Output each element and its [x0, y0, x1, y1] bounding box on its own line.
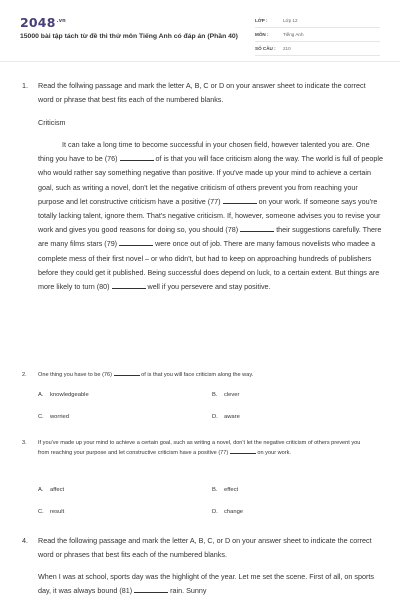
- option-a[interactable]: [38, 392, 89, 398]
- meta-row-class: [255, 14, 380, 28]
- blank-79: [119, 239, 153, 246]
- meta-row-count: [255, 42, 380, 56]
- blank-76: [120, 154, 154, 161]
- option-text: knowledgeable: [50, 392, 89, 398]
- passage-segment: of is that you will face criticism along the way. The world is full of people who would rather say something negative than positive. If you've made up your mind to achieve a certain goal, such as writing a novel, don't let the negative criticism of others prevent you from reaching your purpose and let constructive criticism have a positive (77): [38, 154, 383, 206]
- option-letter: C.: [38, 414, 44, 420]
- passage-segment: It can take a long time to become successful in your chosen field, however talented you are. One thing you have to be (76): [38, 140, 370, 164]
- question-text-part: If you've made up your mind to achieve a certain goal, such as writing a novel, don't let the negative criticism of others prevent you from reaching your purpose and let constructive criticism have a positive (77): [38, 440, 361, 456]
- meta-key: LỚP :: [255, 18, 268, 23]
- question-text-part: One thing you have to be (76): [38, 372, 113, 378]
- question-instruction: Read the following passage and mark the letter A, B, C, or D on your answer sheet to indicate the correct word or phrases that best fits each of the numbered blanks.: [38, 536, 372, 560]
- meta-row-subject: [255, 28, 380, 42]
- question-text-part: on your work.: [257, 450, 291, 456]
- blank-81: [134, 586, 168, 593]
- option-text: aware: [224, 414, 240, 420]
- site-logo[interactable]: [20, 15, 66, 30]
- blank-77: [230, 448, 256, 454]
- blank-78: [240, 225, 274, 232]
- meta-value: Lớp 12: [283, 18, 298, 23]
- question-2: [22, 370, 367, 380]
- passage-heading: Criticism: [38, 118, 66, 127]
- option-c[interactable]: [38, 414, 69, 420]
- question-number: 4.: [22, 536, 28, 545]
- passage-segment: their suggestions carefully. There are many films stars (79): [38, 225, 382, 249]
- option-text: change: [224, 509, 244, 515]
- question-3: [22, 438, 367, 458]
- logo-main: 2048: [20, 15, 56, 30]
- meta-key: MÔN :: [255, 32, 269, 37]
- option-c[interactable]: [38, 509, 64, 515]
- meta-value: 210: [283, 46, 291, 51]
- question-number: 3.: [22, 440, 27, 446]
- passage-2: [22, 570, 382, 598]
- option-text: result: [50, 509, 65, 515]
- option-d[interactable]: [212, 509, 243, 515]
- question-text-part: of is that you will face criticism along the way.: [141, 372, 254, 378]
- option-letter: C.: [38, 509, 44, 515]
- option-letter: D.: [212, 414, 218, 420]
- question-1: [22, 79, 382, 107]
- passage-segment: When I was at school, sports day was the highlight of the year. Let me set the scene. First of all, on sports day, it was always bound (81): [38, 572, 374, 596]
- document-title: 15000 bài tập tách từ đề thi thử môn Tiếng Anh có đáp án (Phần 40): [20, 33, 238, 40]
- logo-suffix: .vn: [56, 17, 66, 24]
- passage-segment: on your work. If someone says you're totally lacking talent, ignore them. That's negative criticism. If, however, someone advises you to revise your work and gives you good reasons for doing so, you should (78): [38, 196, 381, 235]
- option-letter: A.: [38, 392, 44, 398]
- question-4: [22, 534, 382, 562]
- option-d[interactable]: [212, 414, 240, 420]
- question-number: 2.: [22, 372, 27, 378]
- option-letter: A.: [38, 487, 44, 493]
- passage-segment: rain. Sunny: [170, 586, 207, 596]
- option-text: worried: [50, 414, 70, 420]
- meta-key: SỐ CÂU :: [255, 46, 276, 51]
- option-a[interactable]: [38, 487, 64, 493]
- question-number: 1.: [22, 81, 28, 90]
- blank-76: [114, 370, 140, 376]
- passage-text: [38, 138, 383, 294]
- question-instruction: Read the follwing passage and mark the letter A, B, C or D on your answer sheet to indicate the correct word or phrase that best fits each of the numbered blanks.: [38, 81, 366, 105]
- option-text: effect: [224, 487, 239, 493]
- option-letter: D.: [212, 509, 218, 515]
- option-b[interactable]: [212, 487, 238, 493]
- page-header: [0, 0, 400, 62]
- meta-value: Tiếng Anh: [283, 32, 304, 37]
- option-b[interactable]: [212, 392, 239, 398]
- option-text: clever: [224, 392, 240, 398]
- document-meta: [255, 14, 380, 56]
- passage-segment: well if you persevere and stay positive.: [147, 282, 271, 292]
- option-letter: B.: [212, 392, 218, 398]
- blank-80: [112, 282, 146, 289]
- option-letter: B.: [212, 487, 218, 493]
- blank-77: [223, 197, 257, 204]
- passage-text: [38, 570, 382, 598]
- question-text: [38, 438, 367, 458]
- question-text: [38, 370, 367, 380]
- passage-segment: were once out of job. There are many famous novelists who madee a complete mess of their first novel – or who didn't, but had to keep on approaching hundreds of publishers before they could get it published. Being successful does depend on luck, to a certain extent. But things are more likely to turn (80): [38, 239, 380, 292]
- option-text: affect: [50, 487, 65, 493]
